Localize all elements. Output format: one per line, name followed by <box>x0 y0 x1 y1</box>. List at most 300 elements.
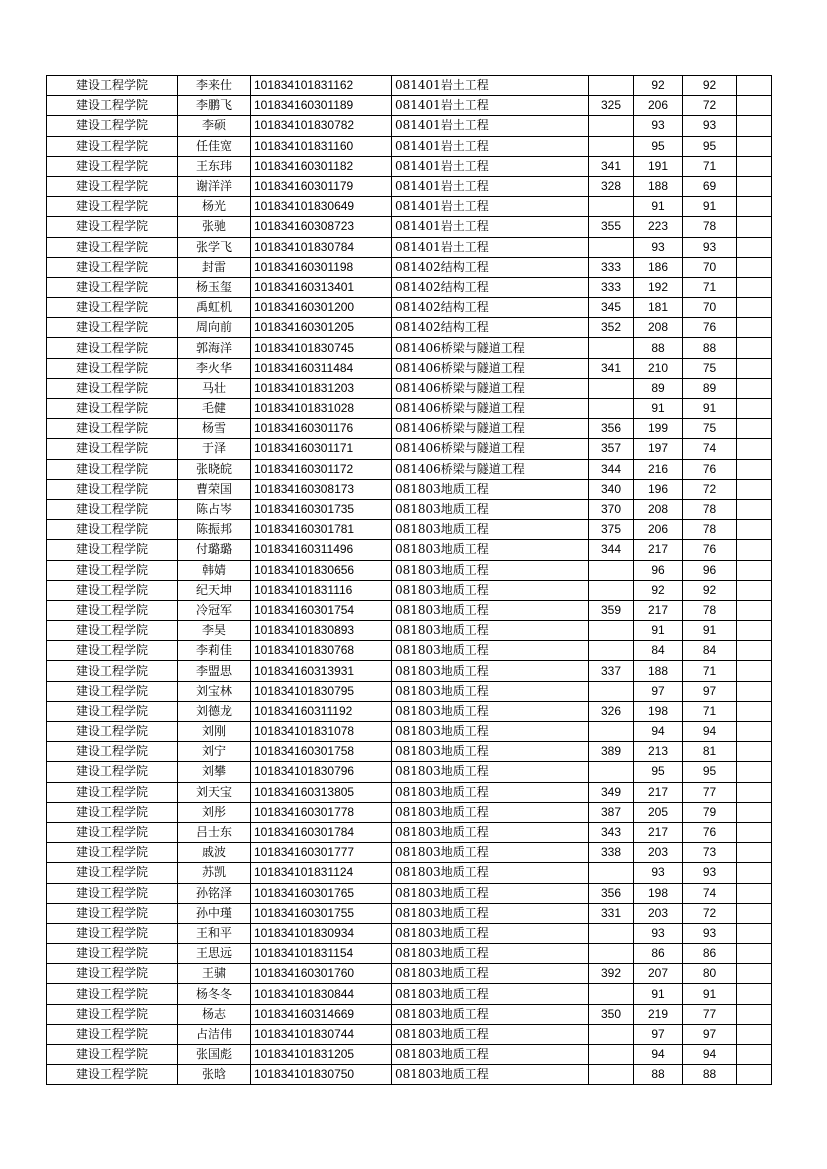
name-cell: 刘彤 <box>178 802 251 822</box>
score1-cell <box>589 1045 634 1065</box>
exam-id-cell: 101834160313401 <box>251 277 392 297</box>
major-cell: 081803地质工程 <box>392 580 589 600</box>
name-cell: 杨志 <box>178 1004 251 1024</box>
note-cell <box>737 701 772 721</box>
score1-cell: 337 <box>589 661 634 681</box>
score2-cell: 203 <box>634 903 683 923</box>
table-row <box>47 681 772 701</box>
score1-cell: 350 <box>589 1004 634 1024</box>
score3-cell: 71 <box>683 156 737 176</box>
score2-cell: 91 <box>634 984 683 1004</box>
table-row <box>47 116 772 136</box>
major-cell: 081803地质工程 <box>392 863 589 883</box>
note-cell <box>737 318 772 338</box>
name-cell: 郭海洋 <box>178 338 251 358</box>
exam-id-cell: 101834101831203 <box>251 378 392 398</box>
table-row <box>47 237 772 257</box>
college-cell: 建设工程学院 <box>47 580 178 600</box>
name-cell: 张驰 <box>178 217 251 237</box>
score2-cell: 95 <box>634 762 683 782</box>
table-row <box>47 499 772 519</box>
score1-cell: 392 <box>589 964 634 984</box>
exam-id-cell: 101834101830782 <box>251 116 392 136</box>
table-row <box>47 378 772 398</box>
name-cell: 禹虹机 <box>178 298 251 318</box>
score1-cell: 345 <box>589 298 634 318</box>
score2-cell: 93 <box>634 237 683 257</box>
exam-id-cell: 101834160301758 <box>251 742 392 762</box>
note-cell <box>737 722 772 742</box>
table-row <box>47 722 772 742</box>
name-cell: 张晗 <box>178 1065 251 1085</box>
score2-cell: 91 <box>634 399 683 419</box>
score3-cell: 76 <box>683 459 737 479</box>
name-cell: 于泽 <box>178 439 251 459</box>
college-cell: 建设工程学院 <box>47 560 178 580</box>
table-row <box>47 964 772 984</box>
score2-cell: 95 <box>634 136 683 156</box>
note-cell <box>737 176 772 196</box>
name-cell: 刘宁 <box>178 742 251 762</box>
major-cell: 081406桥梁与隧道工程 <box>392 419 589 439</box>
note-cell <box>737 883 772 903</box>
score3-cell: 71 <box>683 277 737 297</box>
major-cell: 081803地质工程 <box>392 479 589 499</box>
note-cell <box>737 802 772 822</box>
exam-id-cell: 101834101831162 <box>251 76 392 96</box>
college-cell: 建设工程学院 <box>47 742 178 762</box>
score1-cell: 356 <box>589 419 634 439</box>
table-row <box>47 156 772 176</box>
table-row <box>47 762 772 782</box>
name-cell: 付璐璐 <box>178 540 251 560</box>
exam-id-cell: 101834160301735 <box>251 499 392 519</box>
table-row <box>47 782 772 802</box>
score3-cell: 77 <box>683 1004 737 1024</box>
name-cell: 毛健 <box>178 399 251 419</box>
note-cell <box>737 479 772 499</box>
score2-cell: 223 <box>634 217 683 237</box>
college-cell: 建设工程学院 <box>47 984 178 1004</box>
score1-cell: 341 <box>589 358 634 378</box>
college-cell: 建设工程学院 <box>47 298 178 318</box>
note-cell <box>737 822 772 842</box>
score-table-body <box>47 76 772 1085</box>
name-cell: 张晓皖 <box>178 459 251 479</box>
note-cell <box>737 298 772 318</box>
college-cell: 建设工程学院 <box>47 600 178 620</box>
note-cell <box>737 1065 772 1085</box>
major-cell: 081401岩土工程 <box>392 96 589 116</box>
name-cell: 杨冬冬 <box>178 984 251 1004</box>
name-cell: 陈占岑 <box>178 499 251 519</box>
name-cell: 李火华 <box>178 358 251 378</box>
score1-cell <box>589 923 634 943</box>
exam-id-cell: 101834101831160 <box>251 136 392 156</box>
college-cell: 建设工程学院 <box>47 802 178 822</box>
college-cell: 建设工程学院 <box>47 520 178 540</box>
table-row <box>47 459 772 479</box>
note-cell <box>737 520 772 540</box>
college-cell: 建设工程学院 <box>47 681 178 701</box>
table-row <box>47 621 772 641</box>
name-cell: 戚波 <box>178 843 251 863</box>
table-row <box>47 277 772 297</box>
college-cell: 建设工程学院 <box>47 277 178 297</box>
exam-id-cell: 101834101830795 <box>251 681 392 701</box>
college-cell: 建设工程学院 <box>47 1024 178 1044</box>
score2-cell: 181 <box>634 298 683 318</box>
score3-cell: 70 <box>683 298 737 318</box>
college-cell: 建设工程学院 <box>47 197 178 217</box>
score2-cell: 216 <box>634 459 683 479</box>
major-cell: 081803地质工程 <box>392 1045 589 1065</box>
college-cell: 建设工程学院 <box>47 358 178 378</box>
score2-cell: 219 <box>634 1004 683 1024</box>
exam-id-cell: 101834101831116 <box>251 580 392 600</box>
score1-cell <box>589 944 634 964</box>
exam-id-cell: 101834160311192 <box>251 701 392 721</box>
exam-id-cell: 101834160301189 <box>251 96 392 116</box>
college-cell: 建设工程学院 <box>47 722 178 742</box>
name-cell: 李盟思 <box>178 661 251 681</box>
score3-cell: 91 <box>683 621 737 641</box>
table-row <box>47 923 772 943</box>
note-cell <box>737 742 772 762</box>
score-table <box>46 75 772 1085</box>
score2-cell: 206 <box>634 96 683 116</box>
table-row <box>47 217 772 237</box>
name-cell: 李来仕 <box>178 76 251 96</box>
note-cell <box>737 641 772 661</box>
college-cell: 建设工程学院 <box>47 964 178 984</box>
table-row <box>47 600 772 620</box>
major-cell: 081402结构工程 <box>392 277 589 297</box>
exam-id-cell: 101834160301777 <box>251 843 392 863</box>
table-row <box>47 1024 772 1044</box>
college-cell: 建设工程学院 <box>47 661 178 681</box>
score1-cell: 349 <box>589 782 634 802</box>
college-cell: 建设工程学院 <box>47 257 178 277</box>
table-row <box>47 560 772 580</box>
score3-cell: 94 <box>683 1045 737 1065</box>
score3-cell: 72 <box>683 479 737 499</box>
score3-cell: 76 <box>683 318 737 338</box>
major-cell: 081803地质工程 <box>392 923 589 943</box>
table-row <box>47 863 772 883</box>
score2-cell: 92 <box>634 76 683 96</box>
name-cell: 刘攀 <box>178 762 251 782</box>
exam-id-cell: 101834160311484 <box>251 358 392 378</box>
score2-cell: 207 <box>634 964 683 984</box>
score2-cell: 94 <box>634 1045 683 1065</box>
name-cell: 王和平 <box>178 923 251 943</box>
score1-cell <box>589 560 634 580</box>
name-cell: 张国彪 <box>178 1045 251 1065</box>
note-cell <box>737 338 772 358</box>
major-cell: 081803地质工程 <box>392 621 589 641</box>
exam-id-cell: 101834160313931 <box>251 661 392 681</box>
table-row <box>47 197 772 217</box>
score3-cell: 70 <box>683 257 737 277</box>
name-cell: 曹荣国 <box>178 479 251 499</box>
name-cell: 杨玉玺 <box>178 277 251 297</box>
note-cell <box>737 277 772 297</box>
score1-cell: 389 <box>589 742 634 762</box>
note-cell <box>737 499 772 519</box>
score1-cell: 344 <box>589 459 634 479</box>
score2-cell: 196 <box>634 479 683 499</box>
exam-id-cell: 101834101830656 <box>251 560 392 580</box>
score3-cell: 75 <box>683 419 737 439</box>
exam-id-cell: 101834101830744 <box>251 1024 392 1044</box>
score3-cell: 78 <box>683 600 737 620</box>
score3-cell: 88 <box>683 1065 737 1085</box>
name-cell: 纪天坤 <box>178 580 251 600</box>
table-row <box>47 479 772 499</box>
score3-cell: 78 <box>683 520 737 540</box>
exam-id-cell: 101834101830796 <box>251 762 392 782</box>
name-cell: 周向前 <box>178 318 251 338</box>
exam-id-cell: 101834160301784 <box>251 822 392 842</box>
note-cell <box>737 560 772 580</box>
note-cell <box>737 358 772 378</box>
major-cell: 081803地质工程 <box>392 782 589 802</box>
score1-cell: 328 <box>589 176 634 196</box>
exam-id-cell: 101834101830649 <box>251 197 392 217</box>
major-cell: 081803地质工程 <box>392 883 589 903</box>
college-cell: 建设工程学院 <box>47 1045 178 1065</box>
college-cell: 建设工程学院 <box>47 338 178 358</box>
score2-cell: 97 <box>634 1024 683 1044</box>
college-cell: 建设工程学院 <box>47 762 178 782</box>
major-cell: 081803地质工程 <box>392 600 589 620</box>
note-cell <box>737 197 772 217</box>
major-cell: 081803地质工程 <box>392 661 589 681</box>
college-cell: 建设工程学院 <box>47 1004 178 1024</box>
major-cell: 081406桥梁与隧道工程 <box>392 399 589 419</box>
college-cell: 建设工程学院 <box>47 116 178 136</box>
table-row <box>47 661 772 681</box>
score3-cell: 76 <box>683 822 737 842</box>
note-cell <box>737 257 772 277</box>
score2-cell: 217 <box>634 600 683 620</box>
score1-cell <box>589 984 634 1004</box>
name-cell: 刘天宝 <box>178 782 251 802</box>
name-cell: 杨光 <box>178 197 251 217</box>
score1-cell <box>589 76 634 96</box>
score2-cell: 188 <box>634 176 683 196</box>
score3-cell: 95 <box>683 136 737 156</box>
college-cell: 建设工程学院 <box>47 863 178 883</box>
table-row <box>47 1065 772 1085</box>
major-cell: 081803地质工程 <box>392 681 589 701</box>
college-cell: 建设工程学院 <box>47 1065 178 1085</box>
score2-cell: 191 <box>634 156 683 176</box>
score1-cell <box>589 722 634 742</box>
score2-cell: 208 <box>634 499 683 519</box>
college-cell: 建设工程学院 <box>47 318 178 338</box>
score2-cell: 217 <box>634 822 683 842</box>
college-cell: 建设工程学院 <box>47 540 178 560</box>
score3-cell: 72 <box>683 903 737 923</box>
score1-cell <box>589 1024 634 1044</box>
exam-id-cell: 101834101831124 <box>251 863 392 883</box>
name-cell: 任佳宽 <box>178 136 251 156</box>
score1-cell: 340 <box>589 479 634 499</box>
exam-id-cell: 101834160308173 <box>251 479 392 499</box>
score1-cell <box>589 762 634 782</box>
college-cell: 建设工程学院 <box>47 76 178 96</box>
major-cell: 081803地质工程 <box>392 964 589 984</box>
score2-cell: 97 <box>634 681 683 701</box>
name-cell: 王思远 <box>178 944 251 964</box>
note-cell <box>737 843 772 863</box>
score1-cell: 370 <box>589 499 634 519</box>
score3-cell: 80 <box>683 964 737 984</box>
major-cell: 081401岩土工程 <box>392 136 589 156</box>
college-cell: 建设工程学院 <box>47 217 178 237</box>
major-cell: 081402结构工程 <box>392 257 589 277</box>
note-cell <box>737 378 772 398</box>
score3-cell: 76 <box>683 540 737 560</box>
score1-cell <box>589 621 634 641</box>
score3-cell: 93 <box>683 116 737 136</box>
college-cell: 建设工程学院 <box>47 439 178 459</box>
note-cell <box>737 964 772 984</box>
score3-cell: 71 <box>683 701 737 721</box>
exam-id-cell: 101834160301781 <box>251 520 392 540</box>
score1-cell: 343 <box>589 822 634 842</box>
table-row <box>47 843 772 863</box>
score3-cell: 73 <box>683 843 737 863</box>
table-row <box>47 358 772 378</box>
score3-cell: 72 <box>683 96 737 116</box>
major-cell: 081803地质工程 <box>392 520 589 540</box>
note-cell <box>737 984 772 1004</box>
name-cell: 孙铭泽 <box>178 883 251 903</box>
score1-cell <box>589 641 634 661</box>
table-row <box>47 903 772 923</box>
table-row <box>47 1004 772 1024</box>
college-cell: 建设工程学院 <box>47 944 178 964</box>
major-cell: 081803地质工程 <box>392 984 589 1004</box>
score2-cell: 192 <box>634 277 683 297</box>
note-cell <box>737 1045 772 1065</box>
score3-cell: 77 <box>683 782 737 802</box>
name-cell: 李昊 <box>178 621 251 641</box>
score3-cell: 91 <box>683 197 737 217</box>
name-cell: 孙中瑾 <box>178 903 251 923</box>
college-cell: 建设工程学院 <box>47 378 178 398</box>
score3-cell: 92 <box>683 76 737 96</box>
score1-cell <box>589 580 634 600</box>
exam-id-cell: 101834101830934 <box>251 923 392 943</box>
score1-cell <box>589 378 634 398</box>
college-cell: 建设工程学院 <box>47 96 178 116</box>
exam-id-cell: 101834101830893 <box>251 621 392 641</box>
score2-cell: 89 <box>634 378 683 398</box>
score1-cell <box>589 681 634 701</box>
name-cell: 王骕 <box>178 964 251 984</box>
score1-cell <box>589 136 634 156</box>
note-cell <box>737 1024 772 1044</box>
score2-cell: 93 <box>634 923 683 943</box>
major-cell: 081401岩土工程 <box>392 217 589 237</box>
table-row <box>47 1045 772 1065</box>
college-cell: 建设工程学院 <box>47 641 178 661</box>
exam-id-cell: 101834160314669 <box>251 1004 392 1024</box>
score3-cell: 91 <box>683 984 737 1004</box>
score1-cell: 355 <box>589 217 634 237</box>
college-cell: 建设工程学院 <box>47 923 178 943</box>
college-cell: 建设工程学院 <box>47 176 178 196</box>
score3-cell: 71 <box>683 661 737 681</box>
note-cell <box>737 439 772 459</box>
score3-cell: 91 <box>683 399 737 419</box>
exam-id-cell: 101834160301778 <box>251 802 392 822</box>
name-cell: 刘刚 <box>178 722 251 742</box>
table-row <box>47 136 772 156</box>
major-cell: 081402结构工程 <box>392 318 589 338</box>
exam-id-cell: 101834101831205 <box>251 1045 392 1065</box>
score1-cell: 326 <box>589 701 634 721</box>
name-cell: 冷冠军 <box>178 600 251 620</box>
score2-cell: 206 <box>634 520 683 540</box>
score2-cell: 88 <box>634 1065 683 1085</box>
college-cell: 建设工程学院 <box>47 156 178 176</box>
college-cell: 建设工程学院 <box>47 883 178 903</box>
major-cell: 081803地质工程 <box>392 944 589 964</box>
major-cell: 081803地质工程 <box>392 1004 589 1024</box>
score1-cell: 344 <box>589 540 634 560</box>
name-cell: 封雷 <box>178 257 251 277</box>
score3-cell: 93 <box>683 863 737 883</box>
table-row <box>47 822 772 842</box>
exam-id-cell: 101834101830844 <box>251 984 392 1004</box>
exam-id-cell: 101834160301200 <box>251 298 392 318</box>
score2-cell: 96 <box>634 560 683 580</box>
note-cell <box>737 540 772 560</box>
score1-cell <box>589 237 634 257</box>
major-cell: 081803地质工程 <box>392 742 589 762</box>
exam-id-cell: 101834160301176 <box>251 419 392 439</box>
score2-cell: 93 <box>634 116 683 136</box>
college-cell: 建设工程学院 <box>47 903 178 923</box>
exam-id-cell: 101834160301198 <box>251 257 392 277</box>
exam-id-cell: 101834160301182 <box>251 156 392 176</box>
major-cell: 081406桥梁与隧道工程 <box>392 439 589 459</box>
note-cell <box>737 217 772 237</box>
exam-id-cell: 101834160313805 <box>251 782 392 802</box>
major-cell: 081401岩土工程 <box>392 156 589 176</box>
major-cell: 081401岩土工程 <box>392 116 589 136</box>
score1-cell: 356 <box>589 883 634 903</box>
note-cell <box>737 600 772 620</box>
note-cell <box>737 237 772 257</box>
score3-cell: 93 <box>683 923 737 943</box>
note-cell <box>737 762 772 782</box>
major-cell: 081803地质工程 <box>392 499 589 519</box>
score1-cell: 352 <box>589 318 634 338</box>
score3-cell: 97 <box>683 1024 737 1044</box>
score3-cell: 92 <box>683 580 737 600</box>
exam-id-cell: 101834160301754 <box>251 600 392 620</box>
exam-id-cell: 101834101831154 <box>251 944 392 964</box>
score2-cell: 94 <box>634 722 683 742</box>
table-row <box>47 802 772 822</box>
major-cell: 081803地质工程 <box>392 822 589 842</box>
